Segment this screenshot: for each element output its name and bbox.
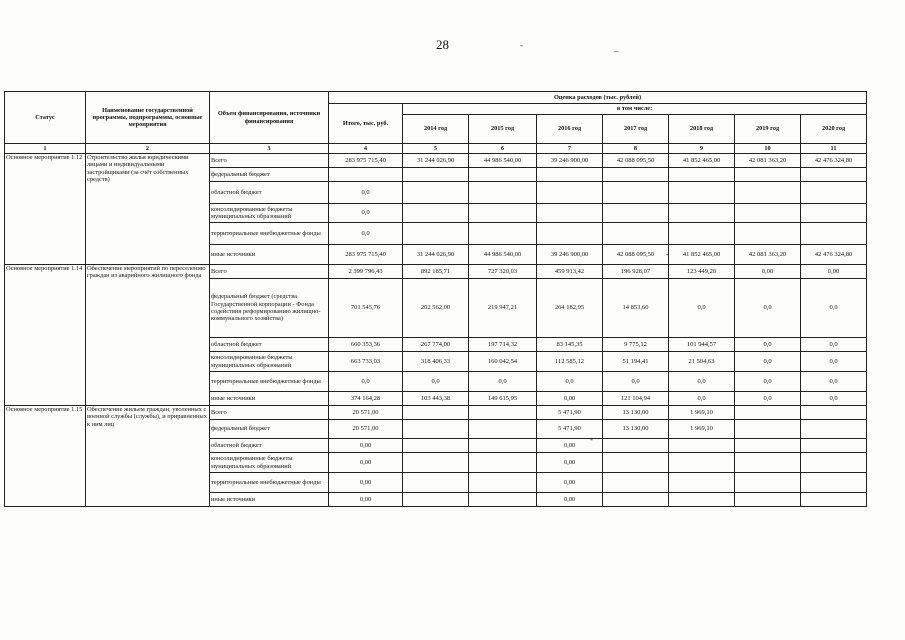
value-cell: 459 913,42 [537,265,603,279]
value-cell: 42 476 324,80 [801,154,867,168]
value-cell: 0,0 [735,338,801,352]
value-cell: 20 571,00 [329,406,403,420]
header-year: 2019 год [735,115,801,144]
status-cell: Основное мероприятие 1.12 [5,154,86,265]
source-cell: федеральный бюджет [210,168,329,182]
value-cell [735,493,801,507]
value-cell: 197 714,32 [469,338,537,352]
value-cell: 20 571,00 [329,420,403,439]
value-cell [735,439,801,453]
value-cell: 0,0 [801,372,867,392]
value-cell [603,453,669,473]
value-cell: 9 775,12 [603,338,669,352]
value-cell [735,204,801,223]
value-cell [469,420,537,439]
value-cell [801,406,867,420]
value-cell [469,168,537,182]
value-cell: 44 986 540,00 [469,154,537,168]
header-index: 11 [801,144,867,154]
value-cell: 0,00 [329,453,403,473]
value-cell: 2 399 796,43 [329,265,403,279]
value-cell: 0,0 [329,372,403,392]
value-cell [669,439,735,453]
program-name-cell: Обеспечение мероприятий по переселению граждан из аварийного жилищного фонда [86,265,210,406]
value-cell: 318 406,33 [403,352,469,372]
value-cell [537,204,603,223]
value-cell: 0,0 [329,223,403,245]
header-index: 5 [403,144,469,154]
value-cell [469,406,537,420]
value-cell [469,439,537,453]
value-cell: 42 088 095,50 [603,154,669,168]
header-status: Статус [5,92,86,144]
value-cell: 5 471,90 [537,406,603,420]
value-cell: 0,00 [329,493,403,507]
page-number: 28 [436,37,449,52]
header-year: 2016 год [537,115,603,144]
header-including: в том числе: [403,104,867,115]
value-cell [603,493,669,507]
header-index: 2 [86,144,210,154]
value-cell: 374 164,28 [329,392,403,406]
source-cell: консолидированные бюджеты муниципальных образований [210,453,329,473]
program-name-cell: Обеспечение жильем граждан, уволенных с военной службы (службы), и приравненных к ним лиц [86,406,210,507]
header-index: 10 [735,144,801,154]
value-cell: 0,0 [735,352,801,372]
value-cell: 14 853,60 [603,279,669,338]
value-cell [603,473,669,493]
header-year: 2015 год [469,115,537,144]
value-cell [403,420,469,439]
value-cell: 0,00 [537,473,603,493]
header-source: Объем финансирования, источники финансирования [210,92,329,144]
value-cell: 0,00 [329,473,403,493]
value-cell: 283 975 715,40 [329,245,403,265]
value-cell: 660 353,36 [329,338,403,352]
value-cell: 202 562,00 [403,279,469,338]
value-cell [403,182,469,204]
value-cell: 0,0 [537,372,603,392]
value-cell [403,204,469,223]
value-cell [735,168,801,182]
source-cell: Всего [210,406,329,420]
header-year: 2020 год [801,115,867,144]
value-cell: 0,0 [801,352,867,372]
value-cell: 892 185,71 [403,265,469,279]
header-name: Наименование государственной программы, подпрограммы, основные мероприятия [86,92,210,144]
value-cell: 0,0 [801,279,867,338]
value-cell [669,168,735,182]
value-cell [669,493,735,507]
table-row [5,154,867,168]
value-cell [403,168,469,182]
value-cell [403,439,469,453]
source-cell: федеральный бюджет [210,420,329,439]
value-cell: 0,00 [329,439,403,453]
value-cell: 283 975 715,40 [329,154,403,168]
value-cell: 0,0 [669,392,735,406]
value-cell: 663 733,03 [329,352,403,372]
header-index: 3 [210,144,329,154]
value-cell: 39 246 900,00 [537,245,603,265]
value-cell: 13 130,00 [603,406,669,420]
source-cell: консолидированные бюджеты муниципальных образований [210,204,329,223]
table-row [5,265,867,279]
header-index: 4 [329,144,403,154]
value-cell: 0,0 [801,392,867,406]
value-cell [735,406,801,420]
value-cell [469,473,537,493]
value-cell: 0,00 [537,392,603,406]
value-cell: 160 042,54 [469,352,537,372]
value-cell [669,453,735,473]
value-cell [403,493,469,507]
value-cell: 101 944,57 [669,338,735,352]
value-cell: 0,00 [801,265,867,279]
value-cell [603,168,669,182]
value-cell [801,182,867,204]
header-index: 6 [469,144,537,154]
value-cell: 13 130,00 [603,420,669,439]
value-cell: 0,0 [329,204,403,223]
value-cell: 701 545,76 [329,279,403,338]
value-cell [801,204,867,223]
value-cell [669,223,735,245]
value-cell [669,204,735,223]
table-row [5,406,867,420]
value-cell [469,182,537,204]
value-cell [537,223,603,245]
value-cell: 44 986 540,00 [469,245,537,265]
value-cell [603,223,669,245]
value-cell: 51 194,41 [603,352,669,372]
value-cell: 727 320,03 [469,265,537,279]
value-cell [403,453,469,473]
value-cell [801,439,867,453]
value-cell: 0,00 [537,453,603,473]
value-cell: 123 449,20 [669,265,735,279]
value-cell [603,182,669,204]
value-cell [403,223,469,245]
value-cell: 0,00 [537,493,603,507]
header-index: 7 [537,144,603,154]
value-cell: 0,0 [603,372,669,392]
value-cell [403,473,469,493]
value-cell: 121 104,94 [603,392,669,406]
value-cell [801,420,867,439]
value-cell: 0,0 [669,279,735,338]
value-cell [735,420,801,439]
value-cell: 0,0 [669,372,735,392]
source-cell: иные источники [210,493,329,507]
source-cell: территориальные внебюджетные фонды [210,372,329,392]
value-cell: 264 182,95 [537,279,603,338]
value-cell [403,406,469,420]
value-cell: 0,00 [537,439,603,453]
value-cell [469,493,537,507]
source-cell: областной бюджет [210,439,329,453]
header-year: 2018 год [669,115,735,144]
value-cell: 41 852 465,00 [669,154,735,168]
value-cell: 42 081 363,20 [735,245,801,265]
value-cell: 42 476 324,80 [801,245,867,265]
value-cell: 219 947,21 [469,279,537,338]
value-cell: 0,0 [735,372,801,392]
scan-mark: - [666,249,669,259]
value-cell [801,473,867,493]
value-cell [801,493,867,507]
value-cell: 21 504,63 [669,352,735,372]
program-name-cell: Строительство жилья юридическими лицами и индивидуальными застройщиками (за счёт собственных средств) [86,154,210,265]
budget-table [4,91,867,507]
value-cell [669,473,735,493]
header-year: 2014 год [403,115,469,144]
value-cell: 42 088 095,50 [603,245,669,265]
value-cell: 0,0 [469,372,537,392]
scan-mark: _ [614,43,619,53]
source-cell: территориальные внебюджетные фонды [210,223,329,245]
value-cell [735,223,801,245]
source-cell: областной бюджет [210,182,329,204]
value-cell: 1 969,10 [669,406,735,420]
value-cell: 149 615,95 [469,392,537,406]
source-cell: Всего [210,154,329,168]
value-cell [469,223,537,245]
source-cell: Всего [210,265,329,279]
value-cell [735,473,801,493]
value-cell: 112 585,12 [537,352,603,372]
value-cell [537,182,603,204]
status-cell: Основное мероприятие 1.14 [5,265,86,406]
value-cell [735,182,801,204]
value-cell: 31 244 026,90 [403,154,469,168]
value-cell: 103 443,38 [403,392,469,406]
value-cell: 42 081 363,20 [735,154,801,168]
header-index: 8 [603,144,669,154]
header-estimate: Оценка расходов (тыс. рублей) [329,92,867,104]
scan-mark: - [520,40,523,50]
value-cell: 196 928,07 [603,265,669,279]
value-cell: 41 852 465,00 [669,245,735,265]
value-cell: 1 969,10 [669,420,735,439]
source-cell: областной бюджет [210,338,329,352]
value-cell [669,182,735,204]
scan-mark: - [590,434,593,444]
value-cell [801,168,867,182]
source-cell: федеральный бюджет (средства Государственной корпорации - Фонда содействия реформированию жилищно-коммунального хозяйства) [210,279,329,338]
value-cell [603,204,669,223]
value-cell [801,453,867,473]
value-cell [603,439,669,453]
header-year: 2017 год [603,115,669,144]
status-cell: Основное мероприятие 1.15 [5,406,86,507]
source-cell: иные источники [210,392,329,406]
value-cell: 0,0 [735,279,801,338]
value-cell [469,453,537,473]
value-cell [735,453,801,473]
value-cell: 5 471,90 [537,420,603,439]
value-cell [469,204,537,223]
source-cell: консолидированные бюджеты муниципальных образований [210,352,329,372]
value-cell: 39 246 900,00 [537,154,603,168]
value-cell: 0,0 [801,338,867,352]
value-cell: 0,0 [735,392,801,406]
value-cell: 267 774,00 [403,338,469,352]
source-cell: территориальные внебюджетные фонды [210,473,329,493]
value-cell [329,168,403,182]
value-cell: 31 244 026,90 [403,245,469,265]
value-cell: 0,00 [735,265,801,279]
value-cell: 0,0 [329,182,403,204]
header-index: 9 [669,144,735,154]
value-cell [801,223,867,245]
value-cell: 83 145,35 [537,338,603,352]
source-cell: иные источники [210,245,329,265]
value-cell: 0,0 [403,372,469,392]
header-total: Итого, тыс. руб. [329,104,403,144]
value-cell [537,168,603,182]
header-index: 1 [5,144,86,154]
